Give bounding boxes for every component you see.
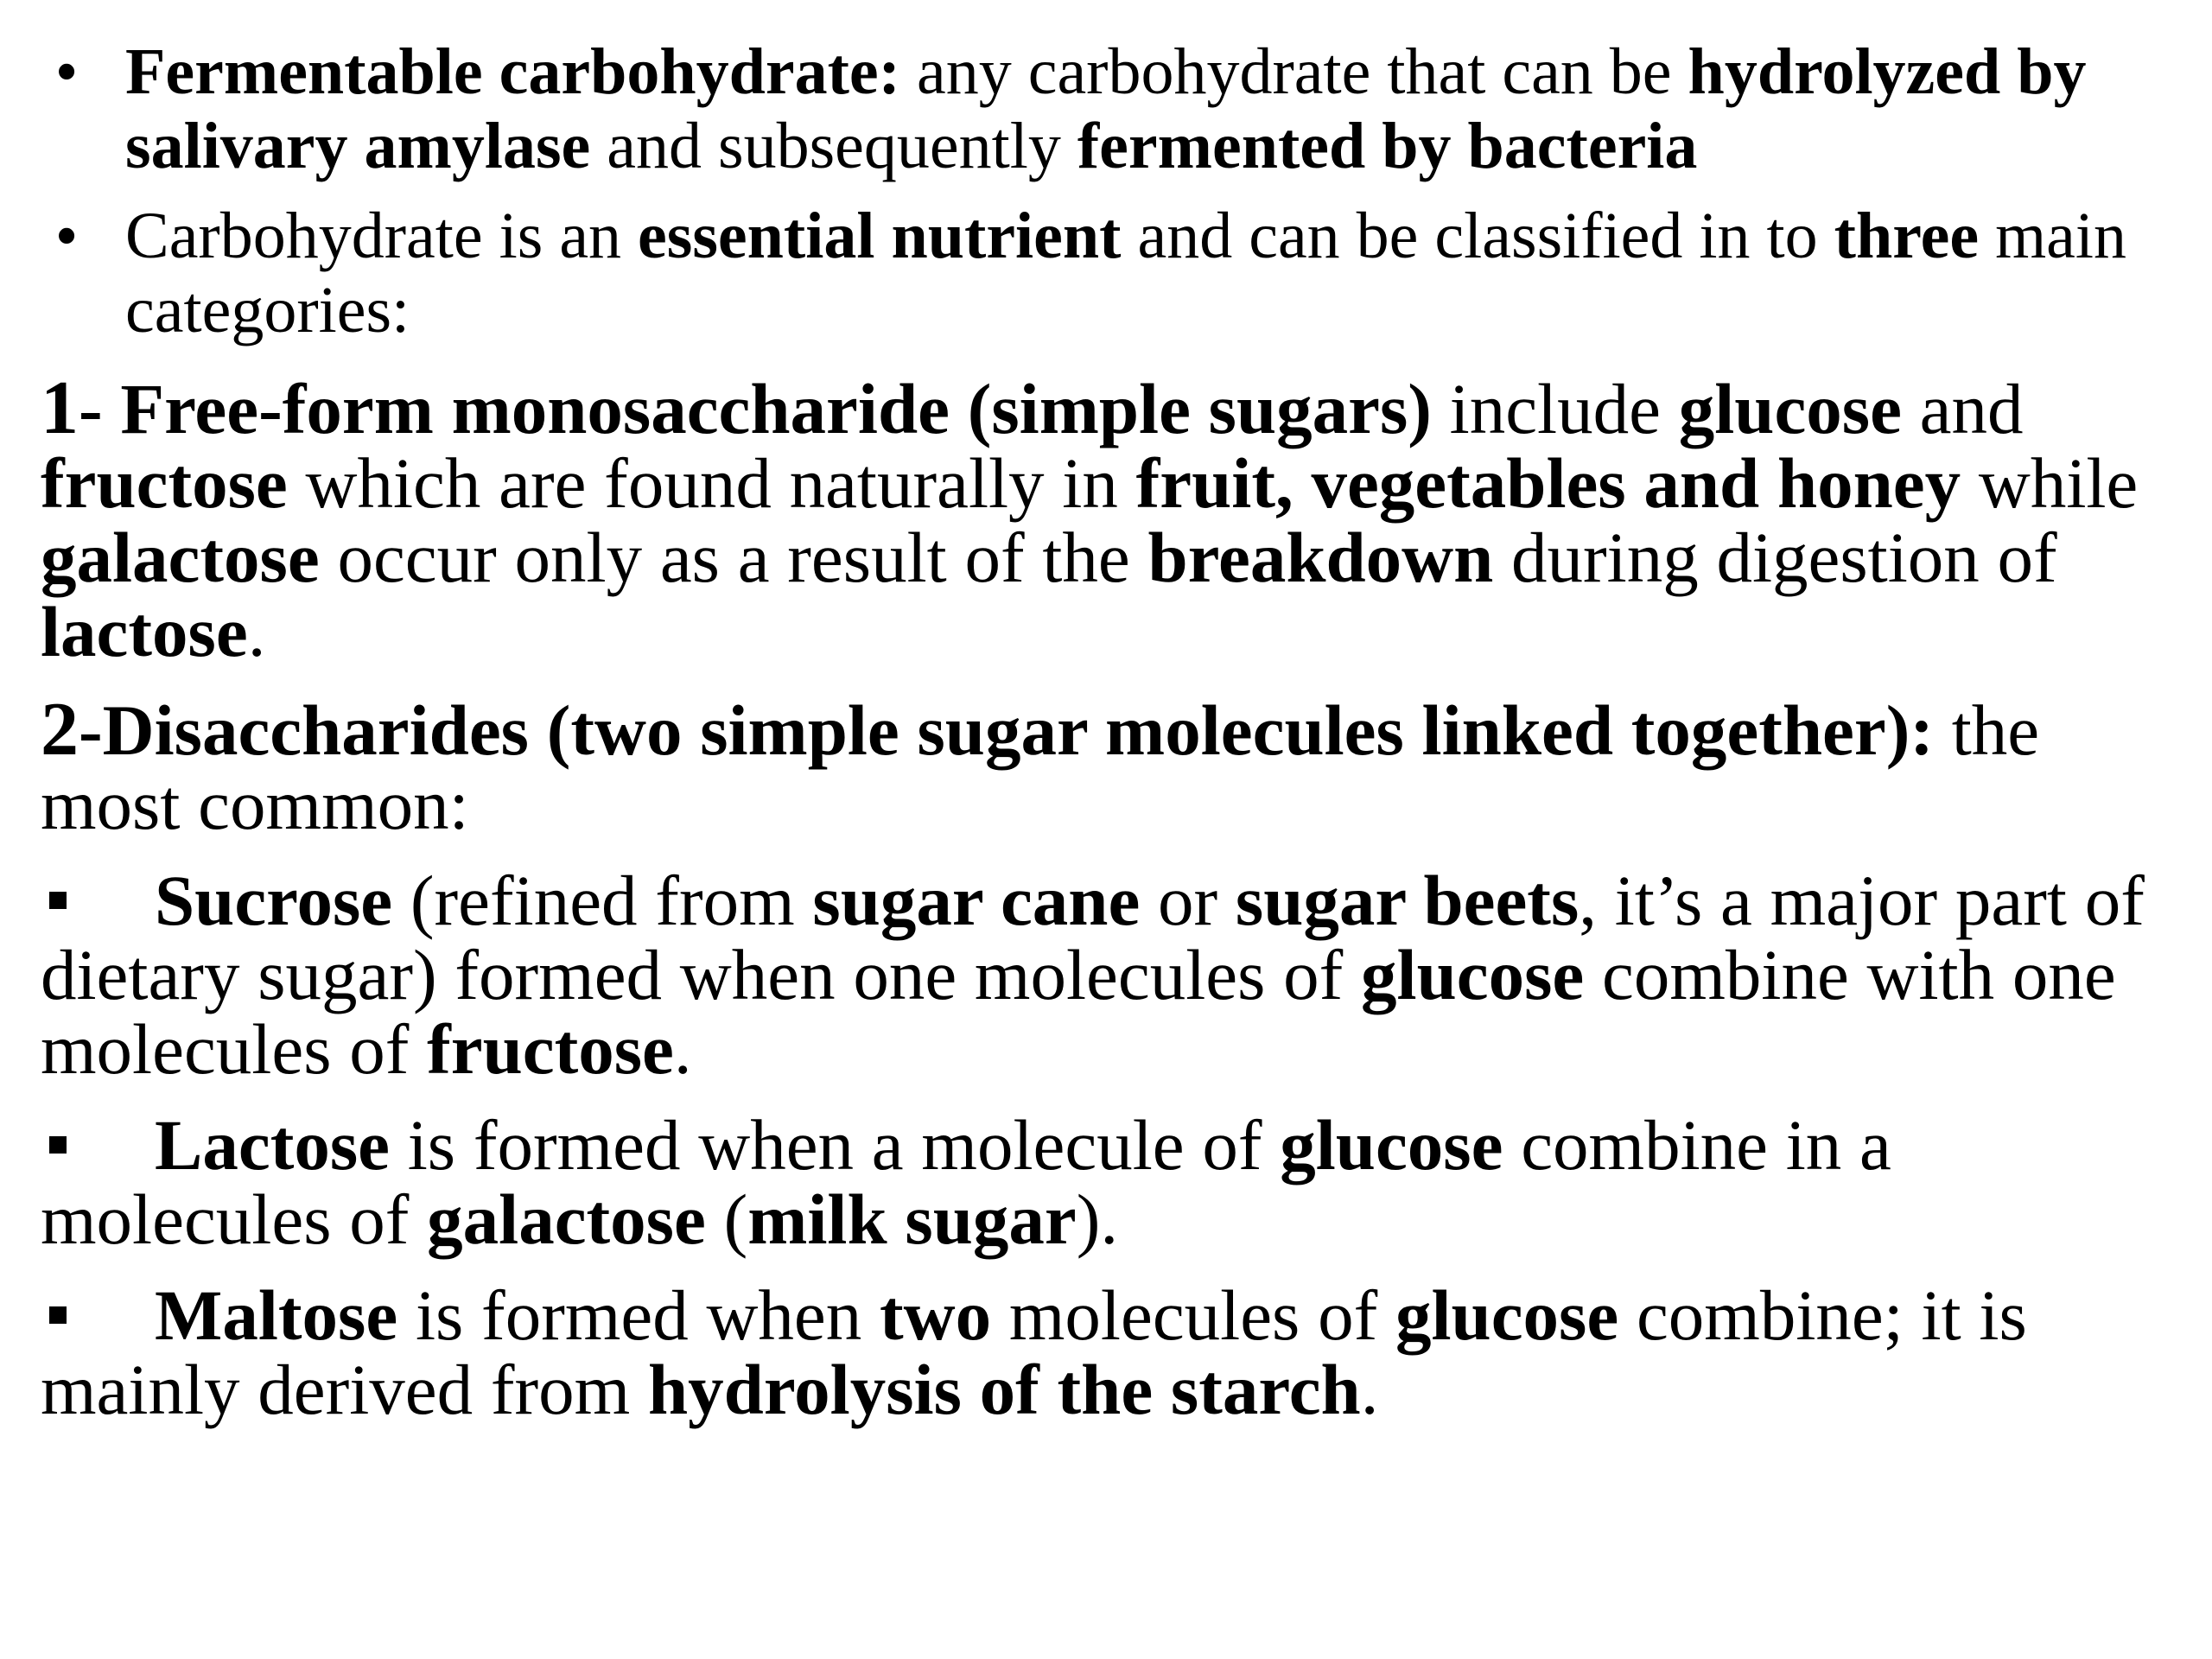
list-item-lactose xyxy=(41,1105,2186,1259)
text: (refined from xyxy=(392,861,813,940)
bold-text: milk sugar xyxy=(747,1179,1077,1259)
text: combine in a molecules of xyxy=(41,1105,1891,1259)
text: ( xyxy=(705,1179,748,1259)
list-item-text xyxy=(41,1105,1891,1259)
text: is formed when xyxy=(397,1275,880,1355)
text: ). xyxy=(1076,1179,1119,1259)
text: . xyxy=(1360,1350,1379,1429)
bold-text: fructose xyxy=(427,1009,674,1089)
bullet-fermentable-carbohydrate xyxy=(41,35,2186,183)
text: and can be classified in to xyxy=(1121,200,1834,272)
bold-text: glucose xyxy=(1678,369,1902,448)
bullet-dot: • xyxy=(54,35,79,108)
bold-text: glucose xyxy=(1361,935,1585,1014)
text: any carbohydrate that can be xyxy=(899,35,1688,108)
bold-text: hydrolyzed by salivary amylase xyxy=(125,35,2087,182)
text: and subsequently xyxy=(590,110,1077,182)
text: molecules of xyxy=(991,1275,1395,1355)
bold-text: lactose xyxy=(41,592,248,671)
text: which are found naturally in xyxy=(287,443,1136,523)
bold-text: glucose xyxy=(1395,1275,1619,1355)
bullet-dot: • xyxy=(54,200,79,272)
bold-text: essential nutrient xyxy=(638,200,1122,272)
section-disaccharides xyxy=(41,688,2186,844)
bold-text: galactose xyxy=(427,1179,706,1259)
text: the most common: xyxy=(41,690,2040,844)
section-monosaccharide xyxy=(41,366,2186,671)
bold-text: glucose xyxy=(1280,1105,1503,1185)
bold-text: galactose xyxy=(41,518,320,597)
square-bullet-icon xyxy=(49,892,67,909)
text: occur only as a result of the xyxy=(319,518,1148,597)
text: while xyxy=(1961,443,2139,523)
bullet-carbohydrate-categories xyxy=(41,199,2186,347)
bold-text: three xyxy=(1834,200,1980,272)
bold-text: Lactose xyxy=(155,1105,390,1185)
square-bullet-icon xyxy=(49,1306,67,1324)
text: . xyxy=(247,592,266,671)
bullet-text xyxy=(125,200,2126,346)
bold-text: Sucrose xyxy=(155,861,393,940)
text: combine with one molecules of xyxy=(41,935,2116,1089)
text: main categories: xyxy=(125,200,2127,346)
text: , it’s a major part of dietary sugar) formed when one molecules of xyxy=(41,861,2145,1014)
list-item-text xyxy=(41,1275,2027,1429)
bold-text: hydrolysis of the starch xyxy=(648,1350,1361,1429)
bold-text: 1- Free-form monosaccharide (simple sugars) xyxy=(41,366,1432,450)
bold-text: breakdown xyxy=(1147,518,1494,597)
text: or xyxy=(1140,861,1236,940)
text: and xyxy=(1901,369,2024,448)
bold-text: fructose xyxy=(41,443,288,523)
bold-text: fermented by bacteria xyxy=(1077,110,1698,182)
text: combine; it is mainly derived from xyxy=(41,1275,2027,1429)
square-bullet-icon xyxy=(49,1136,67,1154)
text: include xyxy=(1431,369,1679,448)
list-item-maltose xyxy=(41,1275,2186,1429)
list-item-text xyxy=(41,861,2145,1089)
list-item-sucrose xyxy=(41,861,2186,1089)
text: during digestion of xyxy=(1493,518,2057,597)
text: . xyxy=(673,1009,692,1089)
text: is formed when a molecule of xyxy=(389,1105,1281,1185)
bold-text: fruit, vegetables and honey xyxy=(1135,443,1961,523)
bold-text: sugar cane xyxy=(812,861,1141,940)
bold-text: two xyxy=(880,1275,992,1355)
bold-text: 2-Disaccharides (two simple sugar molecules linked together): xyxy=(41,688,1934,772)
bold-text: Maltose xyxy=(155,1275,398,1355)
text: Carbohydrate is an xyxy=(125,200,639,272)
bullet-text xyxy=(125,35,2087,182)
bold-text: sugar beets xyxy=(1235,861,1580,940)
bold-text: Fermentable carbohydrate: xyxy=(125,35,900,108)
